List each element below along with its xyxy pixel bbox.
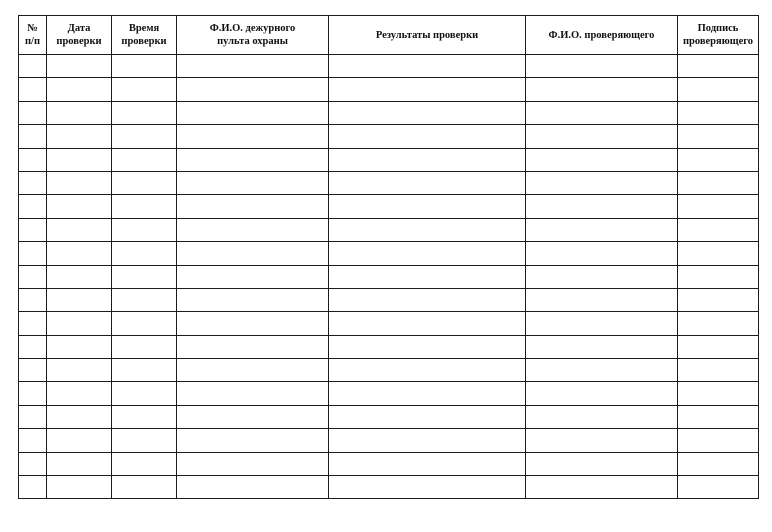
table-cell[interactable]: [526, 148, 678, 171]
table-cell[interactable]: [112, 382, 177, 405]
table-cell[interactable]: [47, 452, 112, 475]
table-cell[interactable]: [47, 125, 112, 148]
table-row: [19, 452, 759, 475]
table-cell[interactable]: [678, 242, 759, 265]
table-cell[interactable]: [177, 148, 329, 171]
table-cell[interactable]: [329, 148, 526, 171]
table-cell[interactable]: [19, 312, 47, 335]
table-row: [19, 218, 759, 241]
table-cell[interactable]: [526, 78, 678, 101]
table-cell[interactable]: [47, 476, 112, 499]
table-cell[interactable]: [19, 195, 47, 218]
table-cell[interactable]: [19, 335, 47, 358]
table-cell[interactable]: [112, 218, 177, 241]
table-cell[interactable]: [329, 476, 526, 499]
table-cell[interactable]: [47, 195, 112, 218]
table-cell[interactable]: [526, 171, 678, 194]
table-cell[interactable]: [678, 101, 759, 124]
table-cell[interactable]: [177, 452, 329, 475]
table-cell[interactable]: [47, 218, 112, 241]
table-cell[interactable]: [19, 359, 47, 382]
col-header-number: № п/п: [19, 16, 47, 55]
table-cell[interactable]: [47, 78, 112, 101]
table-cell[interactable]: [678, 171, 759, 194]
table-body: [19, 55, 759, 499]
table-cell[interactable]: [177, 171, 329, 194]
table-cell[interactable]: [112, 335, 177, 358]
table-cell[interactable]: [47, 55, 112, 78]
table-cell[interactable]: [526, 335, 678, 358]
table-cell[interactable]: [526, 452, 678, 475]
table-cell[interactable]: [177, 242, 329, 265]
table-row: [19, 242, 759, 265]
table-cell[interactable]: [19, 55, 47, 78]
table-cell[interactable]: [329, 452, 526, 475]
table-cell[interactable]: [526, 55, 678, 78]
table-cell[interactable]: [47, 288, 112, 311]
table-cell[interactable]: [678, 335, 759, 358]
table-cell[interactable]: [329, 218, 526, 241]
col-header-check-date: Дата проверки: [47, 16, 112, 55]
table-cell[interactable]: [112, 55, 177, 78]
table-cell[interactable]: [678, 148, 759, 171]
table-cell[interactable]: [526, 382, 678, 405]
table-cell[interactable]: [678, 359, 759, 382]
table-cell[interactable]: [47, 429, 112, 452]
table-cell[interactable]: [19, 148, 47, 171]
table-cell[interactable]: [19, 476, 47, 499]
table-row: [19, 359, 759, 382]
table-cell[interactable]: [47, 265, 112, 288]
table-cell[interactable]: [329, 382, 526, 405]
table-row: [19, 171, 759, 194]
table-cell[interactable]: [526, 288, 678, 311]
table-cell[interactable]: [678, 125, 759, 148]
table-cell[interactable]: [112, 195, 177, 218]
table-cell[interactable]: [19, 78, 47, 101]
table-cell[interactable]: [177, 195, 329, 218]
table-row: [19, 148, 759, 171]
table-cell[interactable]: [526, 312, 678, 335]
table-cell[interactable]: [112, 429, 177, 452]
table-cell[interactable]: [112, 171, 177, 194]
table-cell[interactable]: [47, 101, 112, 124]
table-cell[interactable]: [112, 312, 177, 335]
header-row: [19, 16, 759, 55]
table-cell[interactable]: [47, 312, 112, 335]
table-cell[interactable]: [678, 78, 759, 101]
table-cell[interactable]: [177, 312, 329, 335]
table-row: [19, 55, 759, 78]
table-cell[interactable]: [329, 405, 526, 428]
table-cell[interactable]: [329, 312, 526, 335]
table-cell[interactable]: [329, 335, 526, 358]
table-cell[interactable]: [177, 429, 329, 452]
table-cell[interactable]: [177, 125, 329, 148]
table-cell[interactable]: [112, 452, 177, 475]
table-cell[interactable]: [177, 55, 329, 78]
table-cell[interactable]: [678, 452, 759, 475]
table-cell[interactable]: [329, 242, 526, 265]
table-row: [19, 78, 759, 101]
table-cell[interactable]: [112, 242, 177, 265]
table-row: [19, 125, 759, 148]
table-cell[interactable]: [19, 382, 47, 405]
table-cell[interactable]: [47, 148, 112, 171]
table-cell[interactable]: [678, 312, 759, 335]
table-row: [19, 101, 759, 124]
table-cell[interactable]: [177, 78, 329, 101]
table-cell[interactable]: [329, 171, 526, 194]
col-header-duty-officer-name: Ф.И.О. дежурного пульта охраны: [177, 16, 329, 55]
col-header-check-results: Результаты проверки: [329, 16, 526, 55]
table-cell[interactable]: [329, 265, 526, 288]
table-row: [19, 405, 759, 428]
table-cell[interactable]: [19, 288, 47, 311]
table-cell[interactable]: [177, 288, 329, 311]
table-cell[interactable]: [678, 288, 759, 311]
table-cell[interactable]: [47, 171, 112, 194]
table-cell[interactable]: [678, 476, 759, 499]
table-cell[interactable]: [112, 78, 177, 101]
table-row: [19, 429, 759, 452]
table-cell[interactable]: [678, 55, 759, 78]
table-cell[interactable]: [678, 405, 759, 428]
table-cell[interactable]: [526, 101, 678, 124]
table-cell[interactable]: [329, 195, 526, 218]
table-cell[interactable]: [526, 125, 678, 148]
table-cell[interactable]: [47, 405, 112, 428]
table-row: [19, 195, 759, 218]
table-row: [19, 288, 759, 311]
table-cell[interactable]: [526, 242, 678, 265]
table-cell[interactable]: [19, 101, 47, 124]
table-cell[interactable]: [19, 125, 47, 148]
table-row: [19, 312, 759, 335]
table-cell[interactable]: [329, 55, 526, 78]
table-cell[interactable]: [112, 265, 177, 288]
inspection-log-table: [18, 15, 759, 499]
table-cell[interactable]: [526, 476, 678, 499]
table-cell[interactable]: [112, 288, 177, 311]
table-cell[interactable]: [47, 382, 112, 405]
table-cell[interactable]: [112, 476, 177, 499]
col-header-inspector-signature: Подпись проверяющего: [678, 16, 759, 55]
table-cell[interactable]: [19, 265, 47, 288]
table-cell[interactable]: [47, 335, 112, 358]
col-header-inspector-name: Ф.И.О. проверяющего: [526, 16, 678, 55]
table-cell[interactable]: [329, 429, 526, 452]
table-cell[interactable]: [47, 359, 112, 382]
table-cell[interactable]: [19, 429, 47, 452]
table-row: [19, 335, 759, 358]
table-cell[interactable]: [19, 171, 47, 194]
table-cell[interactable]: [526, 429, 678, 452]
table-cell[interactable]: [177, 382, 329, 405]
table-cell[interactable]: [112, 359, 177, 382]
table-cell[interactable]: [329, 359, 526, 382]
table-cell[interactable]: [177, 218, 329, 241]
table-cell[interactable]: [678, 265, 759, 288]
table-cell[interactable]: [329, 125, 526, 148]
table-cell[interactable]: [177, 476, 329, 499]
table-row: [19, 265, 759, 288]
table-cell[interactable]: [329, 288, 526, 311]
table-cell[interactable]: [177, 265, 329, 288]
table-cell[interactable]: [678, 218, 759, 241]
table-cell[interactable]: [329, 78, 526, 101]
table-cell[interactable]: [526, 265, 678, 288]
table-cell[interactable]: [112, 101, 177, 124]
table-cell[interactable]: [47, 242, 112, 265]
table-cell[interactable]: [678, 429, 759, 452]
table-cell[interactable]: [177, 405, 329, 428]
table-cell[interactable]: [526, 195, 678, 218]
table-row: [19, 382, 759, 405]
table-row: [19, 476, 759, 499]
table-cell[interactable]: [177, 359, 329, 382]
table-cell[interactable]: [19, 242, 47, 265]
table-cell[interactable]: [112, 125, 177, 148]
col-header-check-time: Время проверки: [112, 16, 177, 55]
table-cell[interactable]: [112, 148, 177, 171]
table-cell[interactable]: [177, 101, 329, 124]
table-cell[interactable]: [19, 218, 47, 241]
table-cell[interactable]: [678, 195, 759, 218]
table-cell[interactable]: [526, 405, 678, 428]
table-cell[interactable]: [329, 101, 526, 124]
table-cell[interactable]: [112, 405, 177, 428]
table-cell[interactable]: [19, 405, 47, 428]
table-cell[interactable]: [19, 452, 47, 475]
table-cell[interactable]: [526, 359, 678, 382]
table-cell[interactable]: [526, 218, 678, 241]
table-cell[interactable]: [177, 335, 329, 358]
table-cell[interactable]: [678, 382, 759, 405]
